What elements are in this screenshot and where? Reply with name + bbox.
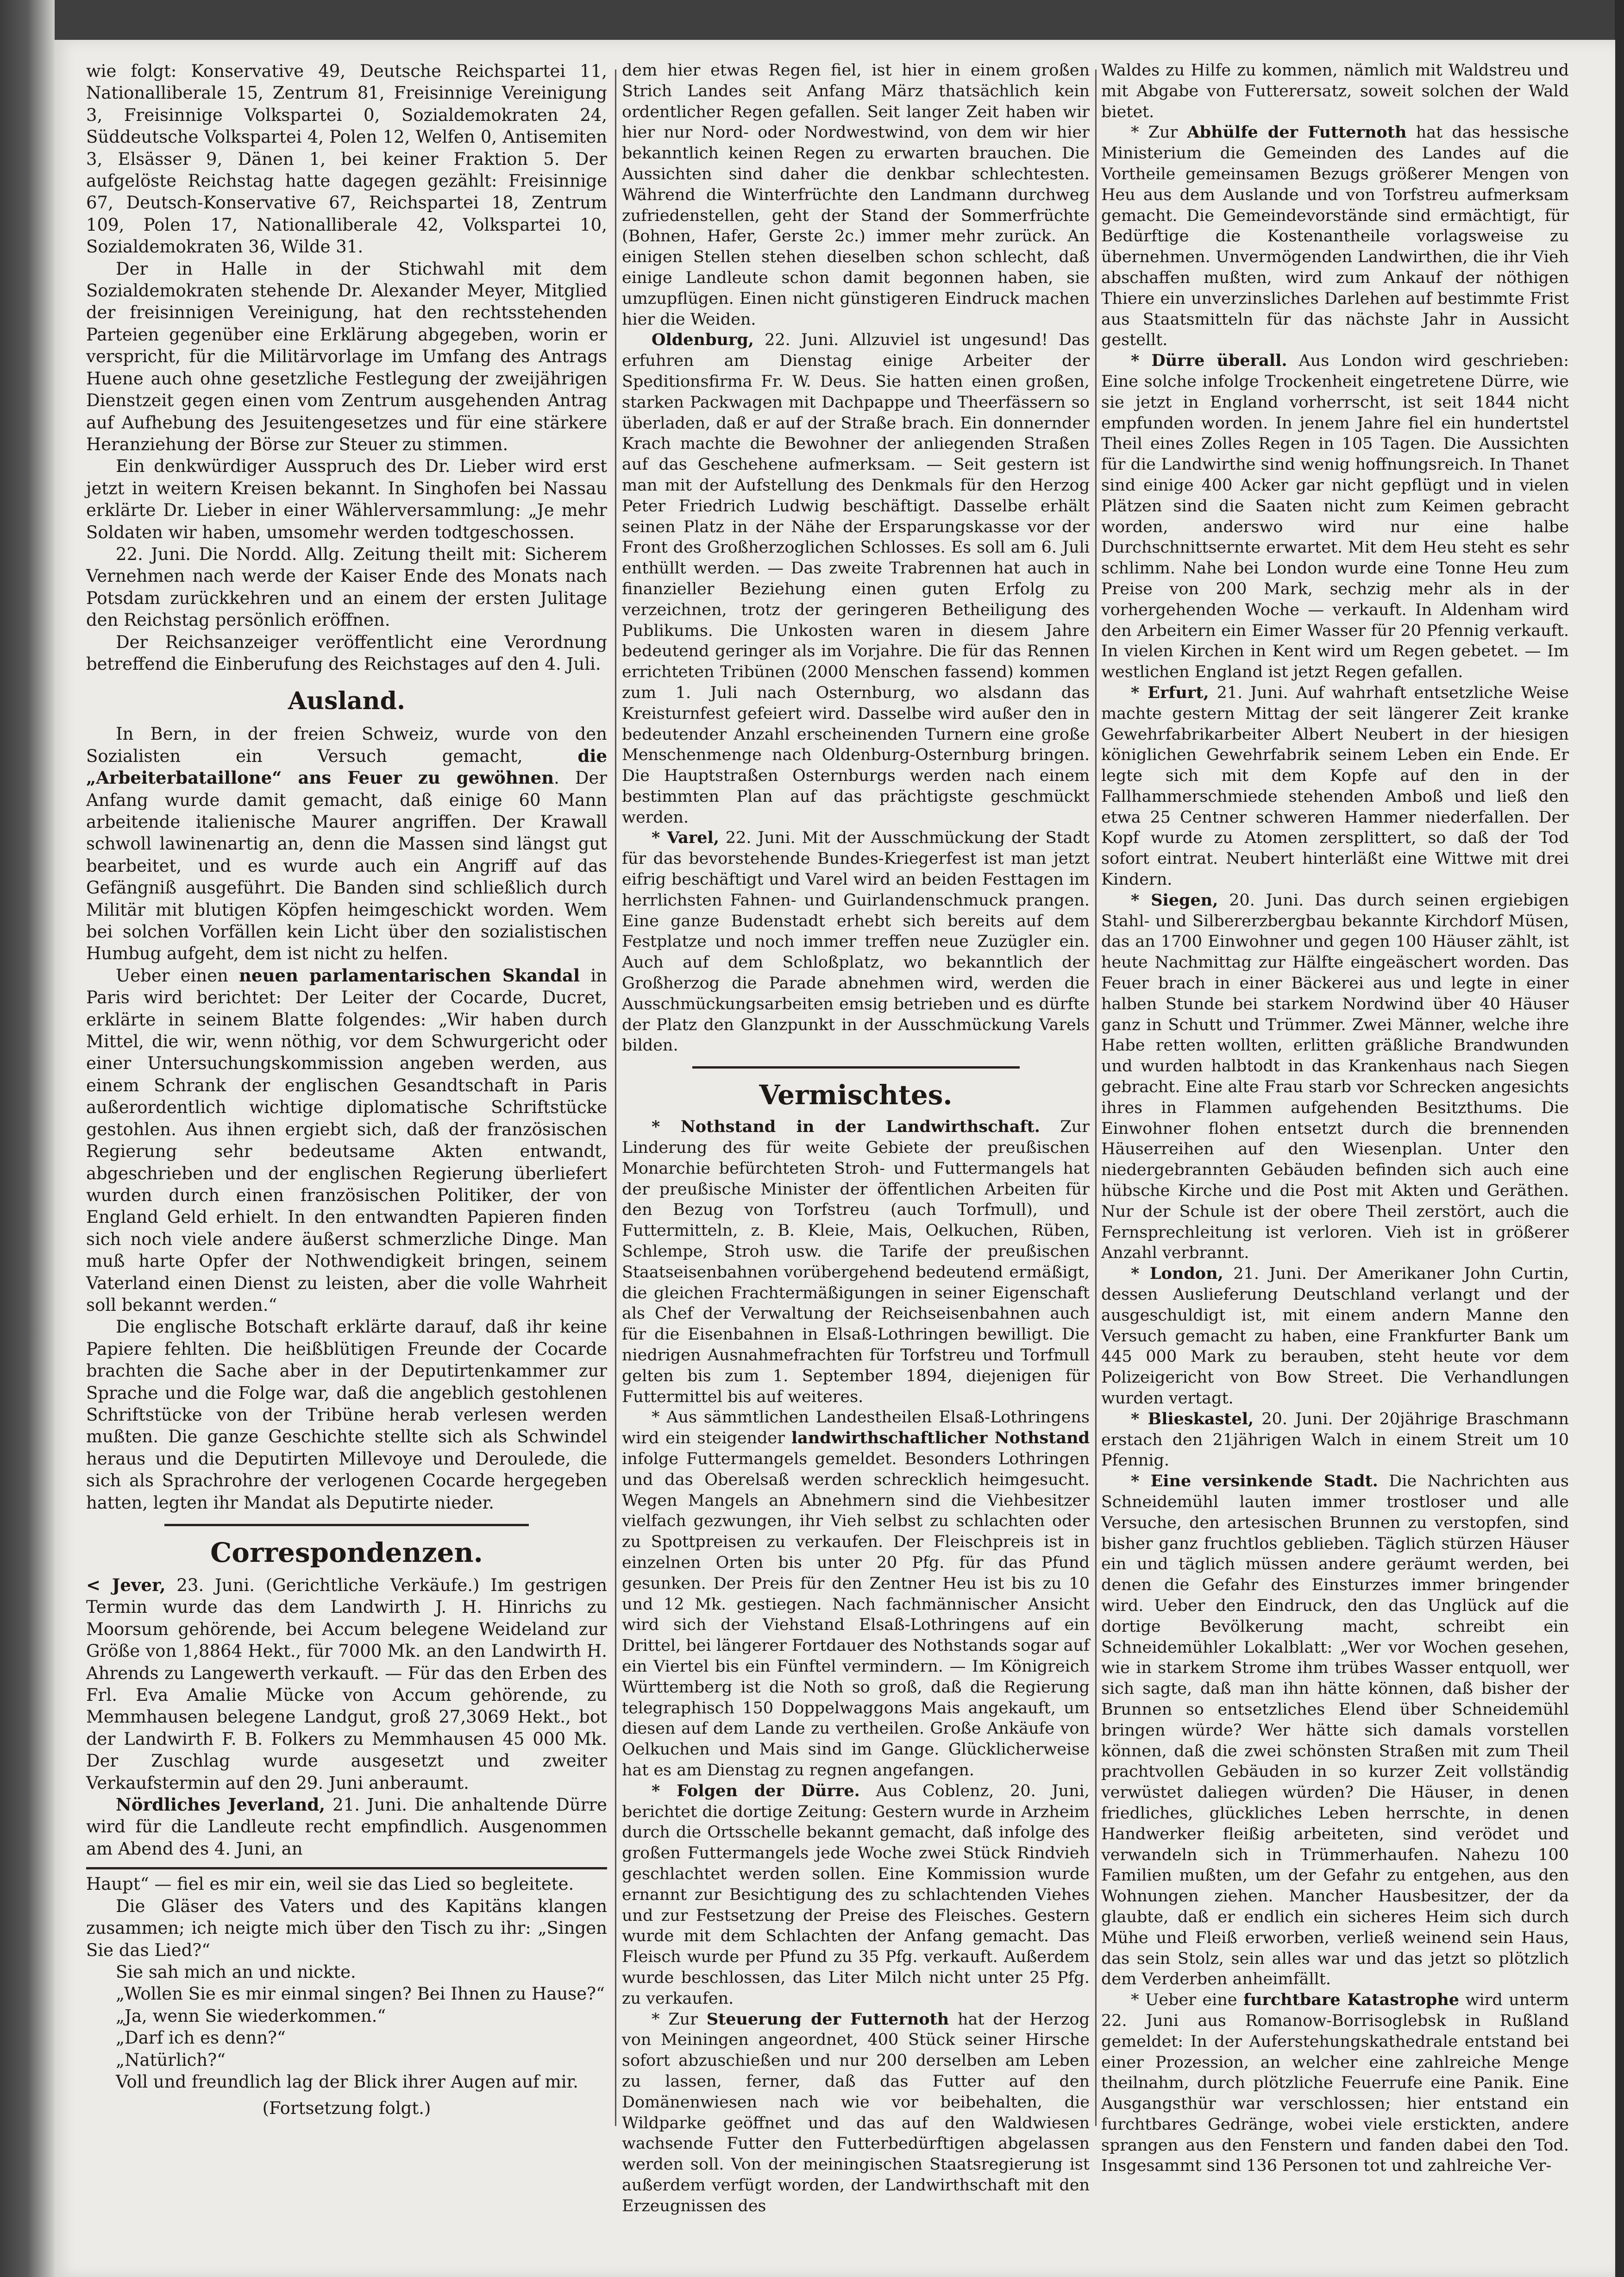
paragraph: [622, 1407, 1090, 1780]
text: in Paris wird berichtet: Der Leiter der Cocarde, Ducret, erklärte in seinem Blatte folgendes: „Wir haben durch Mittel, die wir, wenn nöthig, vor dem Schwurgericht oder einer Untersuchungskommission angeben werden, aus einem Schrank der englischen Gesandtschaft in Paris außerordentlich wichtige diplomatische Schriftstücke gestohlen. Aus ihnen ergiebt sich, daß der französischen Regierung sehr bedeutsame Akten entwandt, abgeschrieben und der englischen Regierung überliefert wurden durch einen französischen Politiker, der von England Geld erhielt. In den entwandten Papieren finden sich noch viele andere äußerst schmerzliche Dinge. Man muß harte Opfer der Nothwendigkeit bringen, seinem Vaterland einen Dienst zu leisten, aber die volle Wahrheit soll bekannt werden.“: [86, 965, 607, 1315]
section-rule: [692, 1066, 1020, 1069]
dateline: * London,: [1131, 1264, 1223, 1283]
highlight: landwirthschaftlicher Nothstand: [791, 1428, 1090, 1448]
text: hat der Herzog von Meiningen angeordnet, 400 Stück seiner Hirsche sofort abzuschießen und nur 200 derselben am Leben zu lassen, ferner, daß das Futter auf den Domänenwiesen nach wie vor beibehalten, die Wildparke geöffnet und das auf den Waldwiesen wachsende Futter den Futterbedürftigen abgelassen werden soll. Von der meiningischen Staatsregierung ist außerdem verfügt worden, der Landwirthschaft mit den Erzeugnissen des: [622, 2010, 1090, 2215]
paragraph: [1101, 1409, 1569, 1471]
story-paragraph: Haupt“ — fiel es mir ein, weil sie das Lied so begleitete.: [86, 1874, 574, 1894]
column-divider: [1095, 69, 1097, 2126]
scan-right-border: [1615, 0, 1624, 2277]
highlight: furchtbare Katastrophe: [1243, 1990, 1460, 2010]
column-3: [1101, 60, 1569, 2176]
text: * Zur: [652, 2010, 707, 2029]
paragraph: [1101, 1990, 1569, 2176]
text: * Ueber eine: [1131, 1991, 1244, 2010]
column-2: [622, 60, 1090, 2216]
feuilleton-rule: [86, 1867, 607, 1869]
text: Die Nachrichten aus Schneidemühl lauten immer trostloser und alle Versuche, den artesischen Brunnen zu verstopfen, sind bisher ganz fruchtlos geblieben. Täglich stürzen Häuser ein und täglich müssen andere geräumt werden, bei denen die Gefahr des Einsturzes immer bringender wird. Ueber den Eindruck, den das Unglück auf die dortige Bevölkerung macht, schreibt ein Schneidemühler Lokalblatt: „Wer vor Wochen gesehen, wie in starkem Strome ihm trübes Wasser entquoll, wer sich sagte, daß man ihn hätte können, daß bisher der Brunnen so entsetzliches Elend über Schneidemühl bringen würde? Wer hätte sich damals vorstellen können, daß die zwei schönsten Straßen mit zum Theil prachtvollen Gebäuden in so kurzer Zeit vollständig verwüstet daliegen würden? Die Häuser, in denen friedliches, glückliches Leben herrschte, in denen Handwerker fleißig arbeiteten, sind verödet und verwandeln sich in Trümmerhaufen. Nahezu 100 Familien mußten, um der Gefahr zu entgehen, aus den Wohnungen ziehen. Mancher Hausbesitzer, der da glaubte, daß er endlich ein sicheres Heim sich durch Mühe und Fleiß erworben, verließ weinend sein Haus, das sein Stolz, sein alles war und das jetzt so plötzlich dem Verderben anheimfällt.: [1101, 1472, 1569, 1989]
text: Ueber einen: [116, 965, 239, 986]
text: 20. Juni. Der 20jährige Braschmann erstach den 21jährigen Walch in einem Streit um 10 Pfennig.: [1101, 1409, 1569, 1470]
paragraph: [1101, 1264, 1569, 1409]
story-paragraph: Voll und freundlich lag der Blick ihrer Augen auf mir.: [116, 2071, 578, 2092]
paragraph: [622, 1781, 1090, 2009]
paragraph: Der Reichsanzeiger veröffentlicht eine Verordnung betreffend die Einberufung des Reichstages auf den 4. Juli.: [86, 632, 607, 674]
story-paragraph: „Natürlich?“: [116, 2050, 226, 2070]
paragraph: [86, 723, 607, 964]
paragraph: [622, 828, 1090, 1056]
continuation-note: (Fortsetzung folgt.): [262, 2098, 431, 2119]
column-divider: [615, 69, 616, 2126]
paragraph: [1101, 1471, 1569, 1990]
paragraph: Ein denkwürdiger Ausspruch des Dr. Lieber wird erst jetzt in weitern Kreisen bekannt. In Singhofen bei Nassau erklärte Dr. Lieber in einer Wählerversammlung: „Je mehr Soldaten wir haben, umsomehr werden todtgeschossen.: [86, 456, 607, 542]
text: Aus London wird geschrieben: Eine solche infolge Trockenheit eingetretene Dürre, wie sie jetzt in England vorherrscht, ist seit 1844 nicht empfunden worden. In jenem Jahre fiel ein hundertstel Theil eines Zolles Regen in 105 Tagen. Die Aussichten für die Landwirthe sind wenig hoffnungsreich. In Thanet sind einige 400 Acker gar nicht gepflügt und in vielen Plätzen sind die Saaten nicht zum Keimen gebracht worden, anderswo wird nur eine halbe Durchschnittsernte erwartet. Mit dem Heu steht es sehr schlimm. Nahe bei London wurde eine Tonne Heu zum Preise von 200 Mark, sechzig mehr als in der vorhergehenden Woche — verkauft. In Aldenham wird den Arbeitern ein Eimer Wasser für 20 Pfennig verkauft. In vielen Kirchen in Kent wird um Regen gebetet. — Im westlichen England ist jetzt Regen gefallen.: [1101, 352, 1569, 682]
text: Aus Coblenz, 20. Juni, berichtet die dortige Zeitung: Gestern wurde in Arzheim durch die Ortsschelle bekannt gemacht, daß infolge des großen Futtermangels jede Woche zwei Stück Rindvieh geschlachtet werden sollen. Eine Kommission wurde ernannt zur Besichtigung des zu schlachtenden Viehes und zur Festsetzung der Preise des Fleisches. Gestern wurde mit dem Schlachten der Anfang gemacht. Das Fleisch wurde per Pfund zu 35 Pfg. verkauft. Außerdem wurde beschlossen, das Liter Milch nicht unter 25 Pfg. zu verkaufen.: [622, 1781, 1090, 2008]
story-paragraph: „Wollen Sie es mir einmal singen? Bei Ihnen zu Hause?“: [116, 1984, 605, 2004]
text: hat das hessische Ministerium die Gemeinden des Landes auf die Vortheile gemeinsamen Bezugs größerer Mengen von Heu aus dem Auslande und von Torfstreu aufmerksam gemacht. Die Gemeindevorstände sind ermächtigt, für Bedürftige die Kostenantheile vorlagsweise zu übernehmen. Unvermögenden Landwirthen, die ihr Vieh abschaffen mußten, wird zum Ankauf der nöthigen Thiere ein unverzinsliches Darlehen auf bestimmte Frist aus Staatsmitteln für das nächste Jahr in Aussicht gestellt.: [1101, 123, 1569, 350]
highlight: neuen parlamentarischen Skandal: [239, 965, 580, 986]
paragraph: wie folgt: Konservative 49, Deutsche Reichspartei 11, Nationalliberale 15, Zentrum 81, Freisinnige Vereinigung 3, Freisinnige Volkspartei 0, Sozialdemokraten 24, Süddeutsche Volkspartei 4, Polen 12, Welfen 0, Antisemiten 3, Elsässer 9, Dänen 1, bei keiner Fraktion 5. Der aufgelöste Reichstag hatte dagegen gezählt: Freisinnige 67, Deutsch-Konservative 67, Reichspartei 18, Zentrum 109, Polen 17, Nationalliberale 42, Volkspartei 10, Sozialdemokraten 36, Wilde 31.: [86, 61, 607, 257]
text: * Zur: [1131, 123, 1187, 142]
text: 20. Juni. Das durch seinen ergiebigen Stahl- und Silbererzbergbau bekannte Kirchdorf Müsen, das an 1700 Einwohner und gegen 100 Häuser zählt, ist heute Nachmittag zur Hälfte eingeäschert worden. Das Feuer brach in einer Bäckerei aus und legte in einer halben Stunde bei starkem Nordwind über 40 Häuser ganz in Schutt und Trümmer. Zwei Männer, welche ihre Habe retten wollten, erlitten gräßliche Brandwunden und wurden halbtodt in das Krankenhaus nach Siegen gebracht. Eine alte Frau starb vor Schrecken angesichts ihres in Flammen aufgehenden Besitzthums. Die Einwohner flohen entsetzt durch die brennenden Häuserreihen auf den Wiesenplan. Unter den niedergebrannten Gebäuden befinden sich auch eine hübsche Kirche und die Post mit Akten und Geräthen. Nur der Schule ist der obere Theil zerstört, auch die Fernsprechleitung ist verloren. Vieh ist in größerer Anzahl verbrannt.: [1101, 891, 1569, 1263]
item-heading: * Folgen der Dürre.: [652, 1781, 860, 1800]
paragraph: [86, 1794, 607, 1860]
paragraph: Der in Halle in der Stichwahl mit dem Sozialdemokraten stehende Dr. Alexander Meyer, Mitglied der freisinnigen Vereinigung, hat den rechtsstehenden Parteien gegenüber eine Erklärung abgegeben, worin er verspricht, für die Militärvorlage im Umfang des Antrags Huene auch ohne gesetzliche Festlegung der zweijährigen Dienstzeit gegen einen vom Zentrum ausgehenden Antrag auf Aufhebung des Jesuitengesetzes und für eine stärkere Heranziehung der Börse zur Steuer zu stimmen.: [86, 258, 607, 454]
paragraph: Die englische Botschaft erklärte darauf, daß ihr keine Papiere fehlten. Die heißblütigen Freunde der Cocarde brachten die Sache aber in der Deputirtenkammer zur Sprache und die Folge war, daß die angeblich gestohlenen Schriftstücke von der Tribüne herab verlesen werden mußten. Die ganze Geschichte stellte sich als Schwindel heraus und die Deputirten Millevoye und Deroulede, die sich als Sprachrohre der verlogenen Cocarde hergegeben hatten, legten ihr Mandat als Deputirte nieder.: [86, 1317, 607, 1513]
paragraph: [86, 965, 607, 1316]
highlight: die „Arbeiterbataillone“ ans Feuer zu gewöhnen: [86, 745, 607, 788]
highlight: Abhülfe der Futternoth: [1187, 123, 1407, 142]
paragraph: [86, 1574, 607, 1794]
text: infolge Futtermangels gemeldet. Besonders Lothringen und das Oberelsaß werden schrecklich heimgesucht. Wegen Mangels an Abnehmern sind die Viehbesitzer vielfach gezwungen, ihr Vieh selbst zu schlachten oder zu Spottpreisen zu verkaufen. Der Fleischpreis ist in einzelnen Orten bis unter 20 Pfg. für das Pfund gesunken. Der Preis für den Zentner Heu ist bis zu 10 und 12 Mk. gestiegen. Nach fachmännischer Ansicht wird sich der Viehstand Elsaß-Lothringens auf ein Drittel, bei längerer Fortdauer des Nothstands sogar auf ein Viertel bis ein Fünftel vermindern. — Im Königreich Württemberg ist die Noth so groß, daß die Regierung telegraphisch 150 Doppelwaggons Mais angekauft, um diesen auf dem Lande zu vertheilen. Große Ankäufe von Oelkuchen und Mais sind im Gange. Glücklicherweise hat es am Dienstag zu regnen angefangen.: [622, 1450, 1090, 1780]
story-paragraph: Sie sah mich an und nickte.: [116, 1962, 356, 1982]
story-paragraph: „Darf ich es denn?“: [116, 2028, 286, 2048]
text: 22. Juni. Allzuviel ist ungesund! Das erfuhren am Dienstag einige Arbeiter der Speditionsfirma Fr. W. Deus. Sie hatten einen großen, starken Packwagen mit Dachpappe und Theerfässern so überladen, daß er auf der Straße brach. Ein donnernder Krach machte die Bewohner der anliegenden Straßen auf das Geschehene aufmerksam. — Seit gestern ist man mit der Aufstellung des Denkmals für den Herzog Peter Friedrich Ludwig beschäftigt. Dasselbe erhält seinen Platz in der Nähe der Ersparungskasse vor der Front des Großherzoglichen Schlosses. Es soll am 6. Juli enthüllt werden. — Das zweite Trabrennen hat auch in finanzieller Beziehung einen guten Erfolg zu verzeichnen, trotz der geringeren Betheiligung des Publikums. Die Unkosten waren in diesem Jahre bedeutend geringer als im Vorjahre. Die für das Rennen errichteten Tribünen (2000 Menschen fassend) kommen zum 1. Juli nach Osternburg, wo alsdann das Kreisturnfest gefeiert wird. Dasselbe wird außer den in bedeutender Anzahl erscheinenden Turnern eine große Menschenmenge nach Oldenburg-Osternburg bringen. Die Hauptstraßen Osternburgs werden nach einem bestimmten Plan auf das prächtigste geschmückt werden.: [622, 331, 1090, 827]
paragraph: [1101, 890, 1569, 1264]
paragraph: dem hier etwas Regen fiel, ist hier in einem großen Strich Landes seit Anfang März thatsächlich kein ordentlicher Regen gefallen. Seit langer Zeit haben wir hier nur Nord- oder Nordwestwind, von dem wir hier bekanntlich keinen Regen zu erwarten brauchen. Die Aussichten sind daher die denkbar schlechtesten. Während die Winterfrüchte den Landmann durchweg zufriedenstellen, geht der Stand der Sommerfrüchte (Bohnen, Hafer, Gerste 2c.) immer mehr zurück. An einigen Stellen stehen dieselben schon schlecht, daß einige Landleute schon damit begonnen haben, sie umzupflügen. Einen nicht günstigeren Eindruck machen hier die Weiden.: [622, 61, 1090, 329]
text: . Der Anfang wurde damit gemacht, daß einige 60 Mann arbeitende italienische Maurer angriffen. Der Krawall schwoll lawinenartig an, denn die Massen sind längst gut bearbeitet, und es wurde auch ein Angriff auf das Gefängniß ausgeführt. Die Banden sind schließlich durch Militär mit blutigen Köpfen heimgeschickt worden. Wem bei solchen Vorfällen kein Licht über den sozialistischen Humbug aufgeht, dem ist nicht zu helfen.: [86, 768, 607, 964]
item-heading: * Nothstand in der Landwirthschaft.: [652, 1117, 1040, 1137]
scan-left-border: [0, 0, 55, 2277]
dateline: < Jever,: [86, 1575, 166, 1595]
text: In Bern, in der freien Schweiz, wurde von den Sozialisten ein Versuch gemacht,: [86, 724, 607, 766]
dateline: * Siegen,: [1131, 890, 1218, 910]
section-heading-vermischtes: Vermischtes.: [759, 1079, 953, 1111]
scan-top-border: [0, 0, 1624, 40]
text: Zur Linderung des für weite Gebiete der preußischen Monarchie befürchteten Stroh- und Futtermangels hat der preußische Minister der öffentlichen Arbeiten für den Bezug von Torfstreu (auch Torfmull), und Futtermitteln, z. B. Kleie, Mais, Oelkuchen, Rüben, Schlempe, Stroh usw. die Tarife der preußischen Staatseisenbahnen vorübergehend bedeutend ermäßigt, die gleichen Frachtermäßigungen in seiner Eigenschaft als Chef der Verwaltung der Reichseisenbahnen auch für die Eisenbahnen in Elsaß-Lothringen bewilligt. Die niedrigen Ausnahmefrachten für Torfstreu und Torfmull gelten bis zum 1. September 1894, diejenigen für Futtermittel bis auf weiteres.: [622, 1118, 1090, 1406]
paragraph: 22. Juni. Die Nordd. Allg. Zeitung theilt mit: Sicherem Vernehmen nach werde der Kaiser Ende des Monats nach Potsdam zurückkehren und an einem der ersten Julitage den Reichstag persönlich eröffnen.: [86, 544, 607, 630]
text: 21. Juni. Der Amerikaner John Curtin, dessen Auslieferung Deutschland verlangt und der ausgeschuldigt ist, mit einem andern Manne den Versuch gemacht zu haben, eine Frankfurter Bank um 445 000 Mark zu berauben, steht heute vor dem Polizeigericht von Bow Street. Die Verhandlungen wurden vertagt.: [1101, 1264, 1569, 1408]
paragraph: [622, 330, 1090, 828]
dateline: * Erfurt,: [1131, 683, 1209, 702]
text: * Aus sämmtlichen Landestheilen Elsaß-Lothringens wird ein steigender: [622, 1408, 1090, 1448]
paragraph: [622, 2009, 1090, 2217]
text: wird unterm 22. Juni aus Romanow-Borrisoglebsk in Rußland gemeldet: In der Auferstehungskathedrale entstand bei einer Prozession, an welcher eine zahlreiche Menge theilnahm, durch plötzliche Feuerrufe eine Panik. Eine Ausgangsthür war verschlossen; hier entstand ein furchtbares Gedränge, wobei viele erstickten, andere sprangen aus den Fenstern und fanden dabei den Tod. Insgesammt sind 136 Personen tot und zahlreiche Ver-: [1101, 1991, 1569, 2176]
section-heading-correspondenzen: Correspondenzen.: [210, 1537, 483, 1568]
text: 21. Juni. Auf wahrhaft entsetzliche Weise machte gestern Mittag der seit längerer Zeit kranke Gewehrfabrikarbeiter Albert Neubert in der hiesigen königlichen Gewehrfabrik seinem Leben ein Ende. Er legte sich mit dem Kopfe auf den in der Fallhammerschmiede stehenden Amboß und ließ den etwa 25 Centner schweren Hammer niederfallen. Der Kopf wurde zu Atomen zersplittert, so daß der Tod sofort eintrat. Neubert hinterläßt eine Wittwe mit drei Kindern.: [1101, 683, 1569, 889]
section-heading-ausland: Ausland.: [288, 687, 406, 716]
highlight: Steuerung der Futternoth: [706, 2009, 949, 2029]
item-heading: * Eine versinkende Stadt.: [1131, 1472, 1378, 1491]
dateline: * Varel,: [652, 828, 720, 848]
paragraph: Waldes zu Hilfe zu kommen, nämlich mit Waldstreu und mit Abgabe von Futterersatz, soweit solchen der Wald bietet.: [1101, 61, 1569, 121]
paragraph: [622, 1117, 1090, 1407]
section-rule: [164, 1524, 529, 1526]
paragraph: [1101, 351, 1569, 683]
paragraph: [1101, 122, 1569, 351]
text: 21. Juni. Die anhaltende Dürre wird für die Landleute recht empfindlich. Ausgenommen am Abend des 4. Juni, an: [86, 1795, 607, 1859]
story-paragraph: „Ja, wenn Sie wiederkommen.“: [116, 2006, 386, 2026]
paragraph: [1101, 683, 1569, 890]
text: 23. Juni. (Gerichtliche Verkäufe.) Im gestrigen Termin wurde das dem Landwirth J. H. Hinrichs zu Moorsum gehörende, bei Accum belegene Weideland zur Größe von 1,8864 Hekt., für 7000 Mk. an den Landwirth H. Ahrends zu Langewerth verkauft. — Für das den Erben des Frl. Eva Amalie Mücke von Accum gehörende, zu Memmhausen belegene Landgut, groß 27,3069 Hekt., bot der Landwirth F. B. Folkers zu Memmhausen 45 000 Mk. Der Zuschlag wurde ausgesetzt und zweiter Verkaufstermin auf den 29. Juni anberaumt.: [86, 1575, 608, 1793]
text: 22. Juni. Mit der Ausschmückung der Stadt für das bevorstehende Bundes-Kriegerfest ist man jetzt eifrig beschäftigt und Varel wird an beiden Festtagen im herrlichsten Fahnen- und Guirlandenschmuck prangen. Eine ganze Budenstadt erhebt sich bereits auf dem Festplatze und noch immer treffen neue Zuzügler ein. Auch auf dem Schloßplatz, wo bekanntlich der Großherzog die Parade abnehmen wird, werden die Ausschmückungsarbeiten emsig betrieben und es dürfte der Platz den Glanzpunkt in der Ausschmückung Varels bilden.: [622, 829, 1090, 1055]
dateline: * Blieskastel,: [1131, 1409, 1254, 1428]
dateline: Oldenburg,: [652, 330, 754, 350]
dateline: Nördliches Jeverland,: [116, 1794, 326, 1815]
item-heading: * Dürre überall.: [1131, 351, 1287, 371]
column-1: [86, 60, 607, 2120]
story-paragraph: Die Gläser des Vaters und des Kapitäns klangen zusammen; ich neigte mich über den Tisch zu ihr: „Singen Sie das Lied?“: [86, 1896, 607, 1960]
